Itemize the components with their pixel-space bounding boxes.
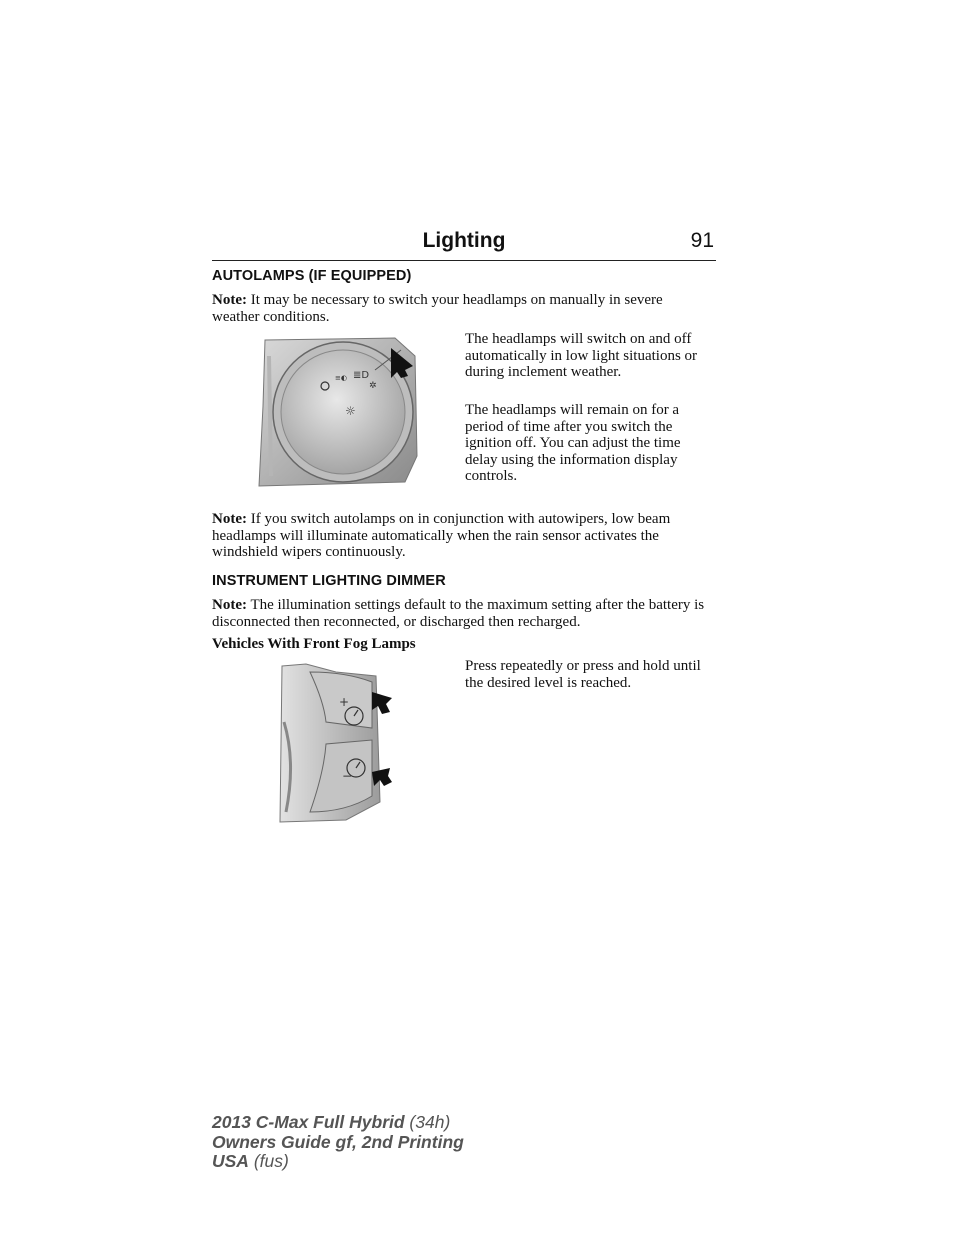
footer-line-1: 2013 C-Max Full Hybrid (34h) bbox=[212, 1112, 451, 1132]
note-text: The illumination settings default to the maximum setting after the battery is disconnected then reconnected, or discharged then recharged. bbox=[212, 597, 705, 630]
headlamp-switch-illustration bbox=[255, 336, 420, 488]
footer-line-2: Owners Guide gf, 2nd Printing bbox=[212, 1131, 464, 1152]
page-number: 91 bbox=[690, 229, 714, 252]
note-label: Note: bbox=[212, 597, 247, 613]
autolamps-note-1 bbox=[212, 292, 712, 325]
autolamps-note-2 bbox=[212, 511, 712, 561]
autolamps-heading: AUTOLAMPS (IF EQUIPPED) bbox=[212, 268, 412, 284]
svg-text:≡◐: ≡◐ bbox=[335, 374, 347, 382]
footer-line-3: USA (fus) bbox=[212, 1151, 289, 1171]
note-text: If you switch autolamps on in conjunction with autowipers, low beam headlamps will illuminate automatically when the rain sensor activates the windshield wipers continuously. bbox=[212, 511, 671, 561]
svg-text:−: − bbox=[342, 769, 353, 783]
autolamps-paragraph-1: The headlamps will switch on and off automatically in low light situations or during inclement weather. bbox=[465, 331, 698, 381]
svg-text:≣D: ≣D bbox=[353, 370, 370, 381]
svg-text:+: + bbox=[339, 695, 350, 709]
fog-lamps-subheading: Vehicles With Front Fog Lamps bbox=[212, 636, 416, 652]
dimmer-switch-illustration bbox=[276, 662, 394, 824]
note-text: It may be necessary to switch your headlamps on manually in severe weather conditions. bbox=[212, 292, 663, 325]
dimmer-paragraph: Press repeatedly or press and hold until the desired level is reached. bbox=[465, 658, 701, 691]
autolamps-paragraph-2: The headlamps will remain on for a period of time after you switch the ignition off. You can adjust the time delay using the information display controls. bbox=[465, 402, 681, 485]
dimmer-heading: INSTRUMENT LIGHTING DIMMER bbox=[212, 573, 446, 589]
page-footer bbox=[212, 1113, 464, 1172]
section-title: Lighting bbox=[422, 229, 506, 252]
page-header bbox=[212, 228, 716, 261]
svg-text:☼: ☼ bbox=[345, 404, 356, 418]
note-label: Note: bbox=[212, 511, 247, 527]
dimmer-note bbox=[212, 597, 716, 630]
svg-text:✲: ✲ bbox=[369, 381, 377, 391]
note-label: Note: bbox=[212, 292, 247, 308]
